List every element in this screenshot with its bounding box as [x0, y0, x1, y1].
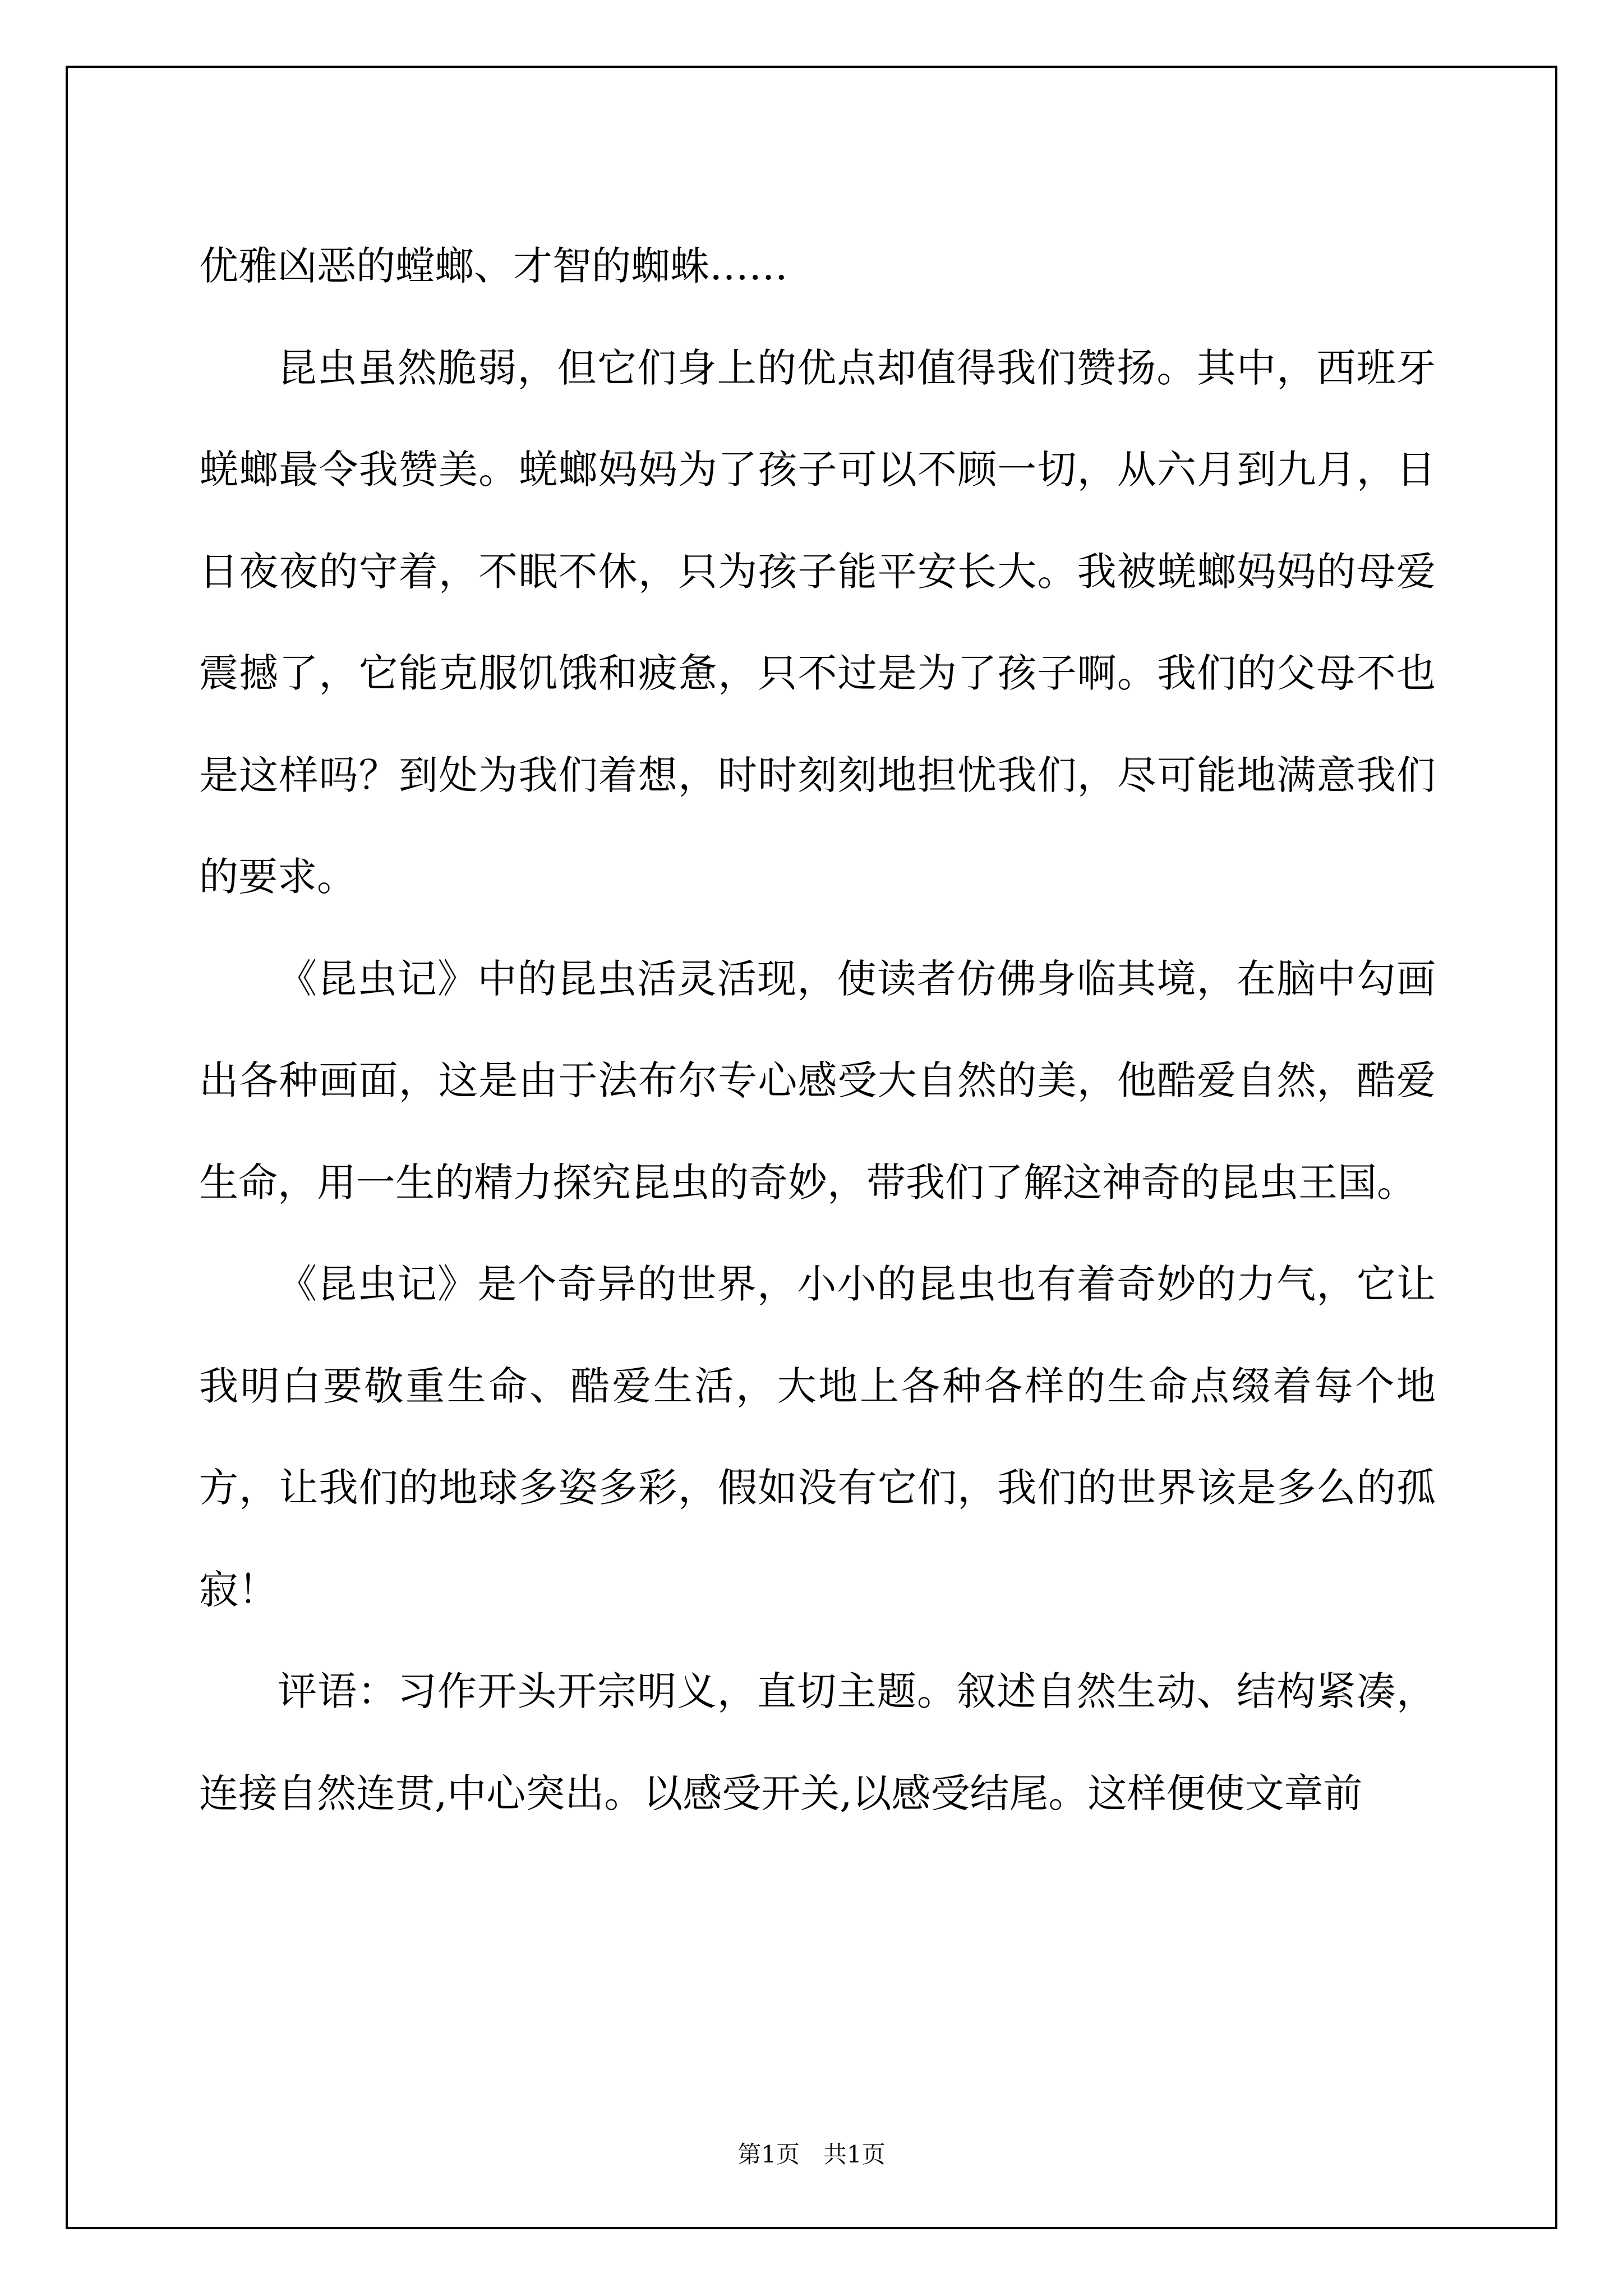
paragraph-comment: 评语：习作开头开宗明义，直切主题。叙述自然生动、结构紧凑，连接自然连贯,中心突出。以感受开关,以感受结尾。这样便使文章前	[199, 1668, 1436, 1816]
page-number: 第1页 共1页	[737, 2141, 886, 2168]
paragraph-continuation: 优雅凶恶的螳螂、才智的蜘蛛……	[199, 243, 788, 289]
paragraph-fabre: 《昆虫记》中的昆虫活灵活现，使读者仿佛身临其境，在脑中勾画出各种画面，这是由于法布尔专心感受大自然的美，他酷爱自然，酷爱生命，用一生的精力探究昆虫的奇妙，带我们了解这神奇的昆虫王国。	[199, 955, 1436, 1205]
paragraph-mantis-mother: 昆虫虽然脆弱，但它们身上的优点却值得我们赞扬。其中，西班牙蜣螂最令我赞美。蜣螂妈妈为了孩子可以不顾一切，从六月到九月，日日夜夜的守着，不眠不休，只为孩子能平安长大。我被蜣螂妈妈的母爱震撼了，它能克服饥饿和疲惫，只不过是为了孩子啊。我们的父母不也是这样吗？到处为我们着想，时时刻刻地担忧我们，尽可能地满意我们的要求。	[199, 344, 1436, 900]
paragraph-insect-world: 《昆虫记》是个奇异的世界，小小的昆虫也有着奇妙的力气，它让我明白要敬重生命、酷爱生活，大地上各种各样的生命点缀着每个地方，让我们的地球多姿多彩，假如没有它们，我们的世界该是多么的孤寂！	[199, 1261, 1436, 1613]
document-body	[199, 215, 1436, 1844]
